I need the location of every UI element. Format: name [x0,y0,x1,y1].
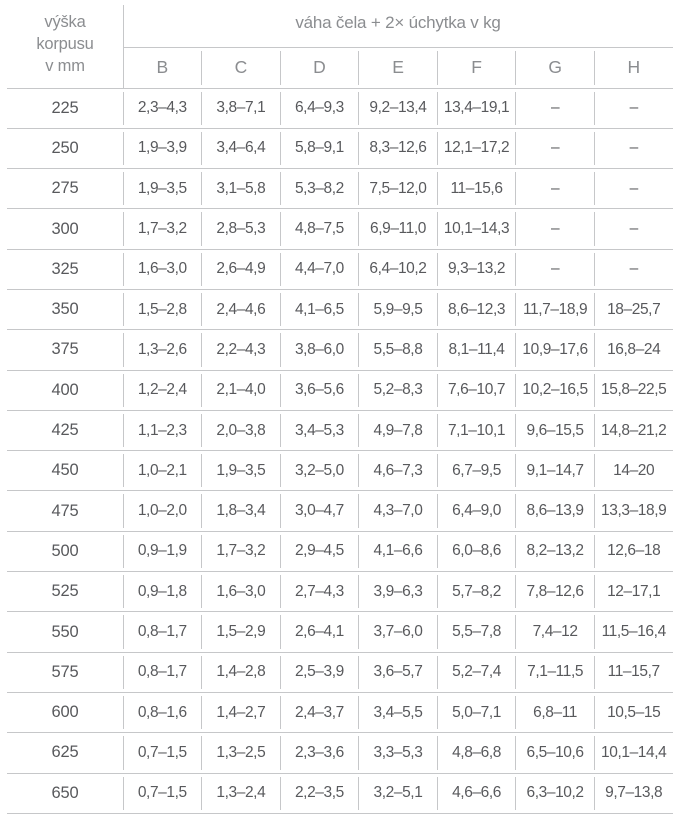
cell-H-325: – [594,249,673,289]
cell-D-550: 2,6–4,1 [280,612,359,652]
cell-B-375: 1,3–2,6 [123,330,202,370]
cell-E-325: 6,4–10,2 [359,249,438,289]
cell-F-625: 4,8–6,8 [437,733,516,773]
cell-C-425: 2,0–3,8 [202,410,281,450]
cell-H-350: 18–25,7 [594,289,673,329]
cell-E-375: 5,5–8,8 [359,330,438,370]
cell-C-475: 1,8–3,4 [202,491,281,531]
row-height-label: 650 [7,773,123,813]
cell-B-250: 1,9–3,9 [123,128,202,168]
cell-D-525: 2,7–4,3 [280,572,359,612]
cell-B-500: 0,9–1,9 [123,531,202,571]
row-height-label: 325 [7,249,123,289]
cell-H-600: 10,5–15 [594,692,673,732]
cell-E-400: 5,2–8,3 [359,370,438,410]
cell-H-650: 9,7–13,8 [594,773,673,813]
corner-header-line-2: korpusu [36,34,94,53]
column-header-E: E [359,47,438,88]
cell-C-550: 1,5–2,9 [202,612,281,652]
cell-D-650: 2,2–3,5 [280,773,359,813]
cell-E-625: 3,3–5,3 [359,733,438,773]
cell-E-300: 6,9–11,0 [359,209,438,249]
cell-D-625: 2,3–3,6 [280,733,359,773]
cell-C-375: 2,2–4,3 [202,330,281,370]
cell-C-250: 3,4–6,4 [202,128,281,168]
cell-D-375: 3,8–6,0 [280,330,359,370]
cell-C-300: 2,8–5,3 [202,209,281,249]
cell-B-575: 0,8–1,7 [123,652,202,692]
cell-G-400: 10,2–16,5 [516,370,595,410]
cell-D-500: 2,9–4,5 [280,531,359,571]
cell-G-225: – [516,88,595,128]
cell-C-625: 1,3–2,5 [202,733,281,773]
cell-B-275: 1,9–3,5 [123,169,202,209]
cell-G-600: 6,8–11 [516,692,595,732]
cell-C-650: 1,3–2,4 [202,773,281,813]
cell-E-575: 3,6–5,7 [359,652,438,692]
table-row [7,612,673,652]
cell-C-600: 1,4–2,7 [202,692,281,732]
cell-F-575: 5,2–7,4 [437,652,516,692]
cell-G-500: 8,2–13,2 [516,531,595,571]
cell-D-450: 3,2–5,0 [280,451,359,491]
cell-E-600: 3,4–5,5 [359,692,438,732]
cell-G-325: – [516,249,595,289]
cell-D-250: 5,8–9,1 [280,128,359,168]
cell-H-450: 14–20 [594,451,673,491]
column-header-C: C [202,47,281,88]
cell-E-225: 9,2–13,4 [359,88,438,128]
table-row [7,410,673,450]
cell-F-500: 6,0–8,6 [437,531,516,571]
cell-H-500: 12,6–18 [594,531,673,571]
cell-F-250: 12,1–17,2 [437,128,516,168]
cell-C-575: 1,4–2,8 [202,652,281,692]
cell-E-525: 3,9–6,3 [359,572,438,612]
table-row [7,289,673,329]
cell-F-225: 13,4–19,1 [437,88,516,128]
table-row [7,692,673,732]
cell-C-450: 1,9–3,5 [202,451,281,491]
cell-F-650: 4,6–6,6 [437,773,516,813]
row-height-label: 550 [7,612,123,652]
cell-C-500: 1,7–3,2 [202,531,281,571]
cell-G-375: 10,9–17,6 [516,330,595,370]
cell-F-600: 5,0–7,1 [437,692,516,732]
header-title-row [7,0,673,47]
row-height-label: 500 [7,531,123,571]
cell-G-425: 9,6–15,5 [516,410,595,450]
cell-E-550: 3,7–6,0 [359,612,438,652]
cell-G-250: – [516,128,595,168]
cell-B-225: 2,3–4,3 [123,88,202,128]
row-height-label: 225 [7,88,123,128]
row-height-label: 350 [7,289,123,329]
cell-H-250: – [594,128,673,168]
row-height-label: 475 [7,491,123,531]
cell-B-550: 0,8–1,7 [123,612,202,652]
row-height-label: 400 [7,370,123,410]
row-height-label: 275 [7,169,123,209]
cell-G-575: 7,1–11,5 [516,652,595,692]
cell-H-550: 11,5–16,4 [594,612,673,652]
table-row [7,652,673,692]
table-row [7,169,673,209]
row-height-label: 625 [7,733,123,773]
row-height-label: 425 [7,410,123,450]
cell-F-550: 5,5–7,8 [437,612,516,652]
cell-B-475: 1,0–2,0 [123,491,202,531]
cell-H-400: 15,8–22,5 [594,370,673,410]
table-row [7,330,673,370]
cell-C-350: 2,4–4,6 [202,289,281,329]
cell-B-300: 1,7–3,2 [123,209,202,249]
table-row [7,370,673,410]
cell-B-650: 0,7–1,5 [123,773,202,813]
row-height-label: 575 [7,652,123,692]
cell-H-525: 12–17,1 [594,572,673,612]
cell-G-525: 7,8–12,6 [516,572,595,612]
cell-E-450: 4,6–7,3 [359,451,438,491]
weight-table [7,0,673,814]
cell-D-225: 6,4–9,3 [280,88,359,128]
cell-H-225: – [594,88,673,128]
cell-E-250: 8,3–12,6 [359,128,438,168]
row-height-label: 600 [7,692,123,732]
cell-G-275: – [516,169,595,209]
column-header-D: D [280,47,359,88]
table-title: váha čela + 2× úchytka v kg [123,0,673,47]
cell-F-350: 8,6–12,3 [437,289,516,329]
cell-F-375: 8,1–11,4 [437,330,516,370]
table-row [7,491,673,531]
row-height-label: 525 [7,572,123,612]
cell-F-275: 11–15,6 [437,169,516,209]
cell-F-425: 7,1–10,1 [437,410,516,450]
cell-G-625: 6,5–10,6 [516,733,595,773]
table-row [7,773,673,813]
row-height-label: 450 [7,451,123,491]
cell-B-400: 1,2–2,4 [123,370,202,410]
cell-D-275: 5,3–8,2 [280,169,359,209]
column-header-F: F [437,47,516,88]
cell-E-275: 7,5–12,0 [359,169,438,209]
cell-G-475: 8,6–13,9 [516,491,595,531]
cell-C-275: 3,1–5,8 [202,169,281,209]
cell-H-375: 16,8–24 [594,330,673,370]
table-row [7,531,673,571]
cell-D-300: 4,8–7,5 [280,209,359,249]
cell-H-300: – [594,209,673,249]
table-row [7,209,673,249]
cell-H-475: 13,3–18,9 [594,491,673,531]
corner-header-line-3: v mm [45,56,85,75]
column-header-B: B [123,47,202,88]
cell-C-325: 2,6–4,9 [202,249,281,289]
cell-G-350: 11,7–18,9 [516,289,595,329]
table-row [7,733,673,773]
corner-header-line-1: výška [44,12,86,31]
cell-C-525: 1,6–3,0 [202,572,281,612]
cell-B-425: 1,1–2,3 [123,410,202,450]
cell-D-575: 2,5–3,9 [280,652,359,692]
cell-C-400: 2,1–4,0 [202,370,281,410]
cell-H-625: 10,1–14,4 [594,733,673,773]
table-row [7,451,673,491]
cell-F-325: 9,3–13,2 [437,249,516,289]
cell-B-600: 0,8–1,6 [123,692,202,732]
cell-H-425: 14,8–21,2 [594,410,673,450]
table-row [7,249,673,289]
cell-F-475: 6,4–9,0 [437,491,516,531]
row-height-label: 375 [7,330,123,370]
cell-F-450: 6,7–9,5 [437,451,516,491]
cell-D-475: 3,0–4,7 [280,491,359,531]
cell-D-325: 4,4–7,0 [280,249,359,289]
cell-E-500: 4,1–6,6 [359,531,438,571]
cell-F-300: 10,1–14,3 [437,209,516,249]
column-header-H: H [594,47,673,88]
cell-E-350: 5,9–9,5 [359,289,438,329]
cell-E-475: 4,3–7,0 [359,491,438,531]
table-row [7,128,673,168]
cell-F-400: 7,6–10,7 [437,370,516,410]
cell-D-400: 3,6–5,6 [280,370,359,410]
cell-B-450: 1,0–2,1 [123,451,202,491]
cell-H-275: – [594,169,673,209]
cell-B-525: 0,9–1,8 [123,572,202,612]
table-row [7,88,673,128]
cell-D-350: 4,1–6,5 [280,289,359,329]
cell-D-425: 3,4–5,3 [280,410,359,450]
cell-G-450: 9,1–14,7 [516,451,595,491]
row-height-label: 300 [7,209,123,249]
cell-G-300: – [516,209,595,249]
cell-B-350: 1,5–2,8 [123,289,202,329]
corner-header-corpus-height [7,0,123,88]
table-row [7,572,673,612]
cell-G-550: 7,4–12 [516,612,595,652]
cell-B-325: 1,6–3,0 [123,249,202,289]
cell-F-525: 5,7–8,2 [437,572,516,612]
column-header-G: G [516,47,595,88]
row-height-label: 250 [7,128,123,168]
cell-C-225: 3,8–7,1 [202,88,281,128]
cell-H-575: 11–15,7 [594,652,673,692]
cell-E-425: 4,9–7,8 [359,410,438,450]
cell-D-600: 2,4–3,7 [280,692,359,732]
cell-G-650: 6,3–10,2 [516,773,595,813]
cell-B-625: 0,7–1,5 [123,733,202,773]
cell-E-650: 3,2–5,1 [359,773,438,813]
